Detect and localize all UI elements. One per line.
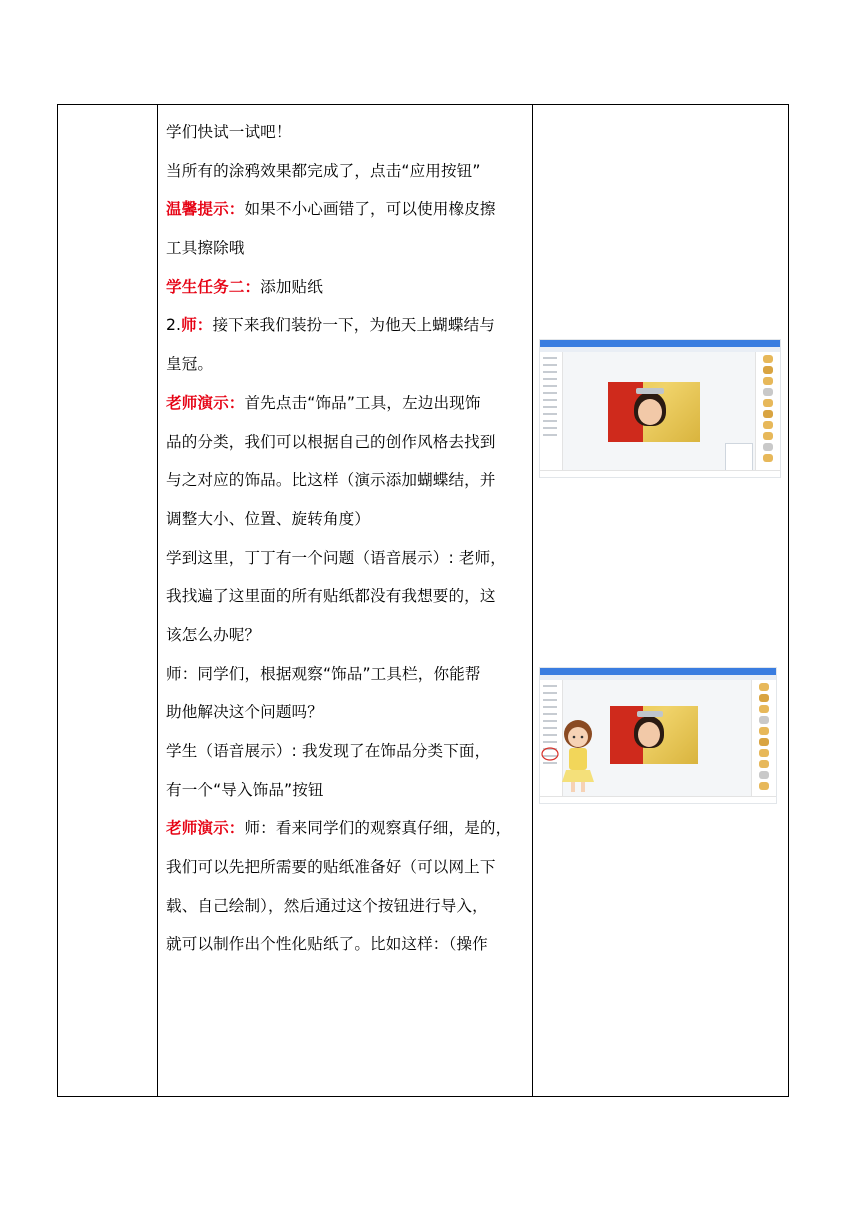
column-divider-2 xyxy=(532,105,533,1096)
app-status-bar xyxy=(540,470,780,477)
text-line xyxy=(166,500,526,539)
text-line xyxy=(166,887,526,926)
accessory-category-list xyxy=(540,352,563,471)
text-segment: 师：看来同学们的观察真仔细，是的， xyxy=(244,819,512,838)
sticker-palette xyxy=(755,352,780,471)
text-line xyxy=(166,384,526,423)
text-segment: 添加贴纸 xyxy=(260,277,323,296)
text-segment: 如果不小心画错了，可以使用橡皮擦 xyxy=(244,200,496,219)
text-line xyxy=(166,190,526,229)
highlight-label: 学生任务二： xyxy=(166,277,261,296)
text-line xyxy=(166,152,526,191)
cartoon-girl-icon xyxy=(540,708,610,796)
text-line xyxy=(166,345,526,384)
text-segment: 学到这里，丁丁有一个问题（语音展示）: 老师， xyxy=(166,548,506,567)
text-segment: 2. xyxy=(166,316,182,335)
text-segment: 学们快试一试吧！ xyxy=(166,123,292,141)
text-line xyxy=(166,577,526,616)
app-tab-bar xyxy=(540,347,780,352)
text-segment: 学生（语音展示）: 我发现了在饰品分类下面， xyxy=(166,742,491,760)
sticker-palette xyxy=(751,680,776,797)
text-segment: 师：同学们，根据观察“饰品”工具栏，你能帮 xyxy=(166,664,481,683)
text-segment: 皇冠。 xyxy=(166,355,214,374)
text-line xyxy=(166,539,526,578)
text-line xyxy=(166,925,526,964)
text-segment: 接下来我们装扮一下，为他天上蝴蝶结与 xyxy=(212,316,495,335)
text-segment: 该怎么办呢？ xyxy=(166,625,261,644)
text-line xyxy=(166,655,526,694)
text-line xyxy=(166,732,526,771)
edited-photo xyxy=(608,382,700,442)
highlight-label: 师： xyxy=(181,316,213,335)
text-line xyxy=(166,461,526,500)
software-screenshot-import xyxy=(539,667,777,804)
text-line xyxy=(166,229,526,268)
text-line xyxy=(166,306,526,345)
lesson-table xyxy=(57,104,789,1097)
lesson-text-cell xyxy=(158,105,532,1096)
text-line xyxy=(166,848,526,887)
text-segment: 助他解决这个问题吗？ xyxy=(166,703,323,722)
app-status-bar xyxy=(540,796,776,803)
text-segment: 有一个“导入饰品”按钮 xyxy=(166,780,324,799)
text-segment: 就可以制作出个性化贴纸了。比如这样：（操作 xyxy=(166,935,488,954)
text-line xyxy=(166,616,526,655)
text-segment: 首先点击“饰品”工具，左边出现饰 xyxy=(244,393,481,412)
text-segment: 当所有的涂鸦效果都完成了，点击“应用按钮” xyxy=(166,161,481,180)
edited-photo xyxy=(610,706,698,764)
text-segment: 调整大小、位置、旋转角度） xyxy=(166,509,371,528)
text-segment: 载、自己绘制），然后通过这个按钮进行导入， xyxy=(166,896,488,915)
software-screenshot-stickers xyxy=(539,339,781,478)
text-line xyxy=(166,771,526,810)
app-title-bar xyxy=(540,668,776,675)
adjust-panel xyxy=(725,443,753,471)
text-segment: 品的分类，我们可以根据自己的创作风格去找到 xyxy=(166,432,496,451)
text-segment: 工具擦除哦 xyxy=(166,239,245,258)
text-line xyxy=(166,423,526,462)
highlight-label: 老师演示： xyxy=(166,393,245,412)
text-segment: 我们可以先把所需要的贴纸准备好（可以网上下 xyxy=(166,858,496,877)
app-title-bar xyxy=(540,340,780,347)
text-line xyxy=(166,113,526,152)
text-line xyxy=(166,693,526,732)
text-line xyxy=(166,268,526,307)
app-tab-bar xyxy=(540,675,776,680)
text-segment: 我找遍了这里面的所有贴纸都没有我想要的，这 xyxy=(166,587,496,606)
text-line xyxy=(166,809,526,848)
highlight-label: 温馨提示： xyxy=(166,200,245,219)
highlight-label: 老师演示： xyxy=(166,819,245,838)
text-segment: 与之对应的饰品。比这样（演示添加蝴蝶结，并 xyxy=(166,471,496,490)
